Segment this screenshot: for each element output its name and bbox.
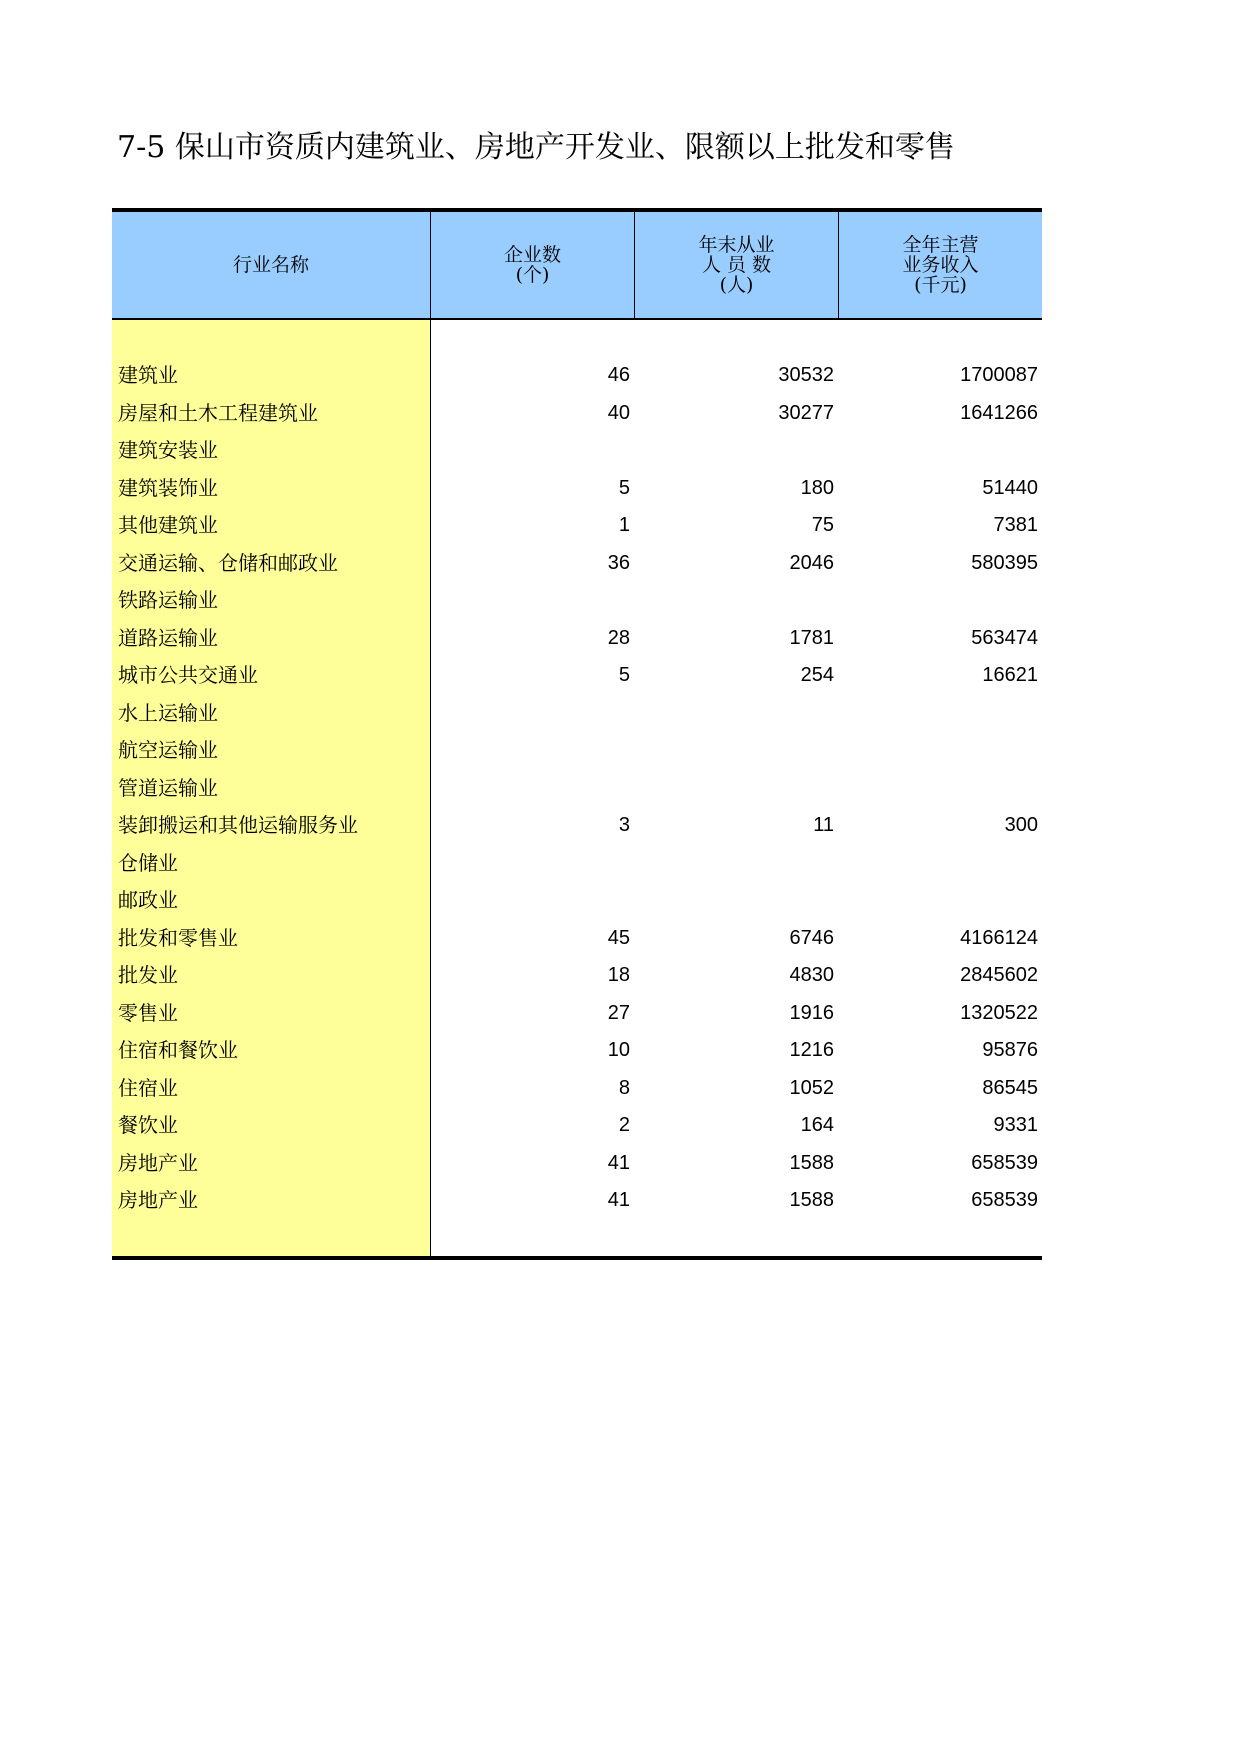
enterprise-count-cell: 36 xyxy=(607,551,630,574)
industry-name-cell: 仓储业 xyxy=(118,850,178,875)
industry-name-cell: 管道运输业 xyxy=(118,775,218,800)
column-divider xyxy=(838,212,839,318)
revenue-cell: 51440 xyxy=(982,476,1038,499)
table-row xyxy=(112,1070,1042,1108)
revenue-cell: 95876 xyxy=(982,1039,1038,1061)
employees-cell: 30532 xyxy=(778,364,834,386)
revenue-cell: 2845602 xyxy=(960,964,1038,986)
enterprise-count-cell: 3 xyxy=(618,814,630,836)
table-row xyxy=(112,657,1042,695)
revenue-cell: 580395 xyxy=(971,551,1038,574)
revenue-cell: 658539 xyxy=(971,1151,1038,1174)
enterprise-count-cell xyxy=(431,770,630,808)
header-industry-name: 行业名称 xyxy=(232,254,309,276)
revenue-cell: 9331 xyxy=(993,1114,1038,1136)
header-employees: 年末从业 人 员 数 (人) xyxy=(698,234,775,296)
revenue-cell: 300 xyxy=(1004,814,1038,836)
industry-name-cell: 零售业 xyxy=(118,1000,178,1025)
employees-cell xyxy=(635,732,834,770)
table-row xyxy=(112,920,1042,958)
revenue-cell: 16621 xyxy=(982,664,1038,686)
industry-name-cell: 交通运输、仓储和邮政业 xyxy=(118,550,338,575)
enterprise-count-cell: 41 xyxy=(607,1189,630,1211)
industry-name-cell: 建筑业 xyxy=(118,363,178,387)
table-row xyxy=(112,1182,1042,1220)
employees-cell: 4830 xyxy=(789,964,834,986)
enterprise-count-cell: 18 xyxy=(607,964,630,986)
enterprise-count-cell xyxy=(431,432,630,470)
employees-cell: 6746 xyxy=(789,926,834,949)
employees-cell: 75 xyxy=(811,514,834,536)
enterprise-count-cell: 45 xyxy=(607,926,630,949)
employees-cell: 30277 xyxy=(778,401,834,424)
revenue-cell xyxy=(839,882,1038,920)
industry-name-cell: 批发业 xyxy=(118,963,178,987)
table-row xyxy=(112,470,1042,508)
table-row xyxy=(112,807,1042,845)
revenue-cell: 7381 xyxy=(993,514,1038,536)
industry-name-cell: 建筑装饰业 xyxy=(118,475,218,500)
enterprise-count-cell xyxy=(431,732,630,770)
page-title: 7-5 保山市资质内建筑业、房地产开发业、限额以上批发和零售 xyxy=(117,130,955,165)
employees-cell: 1781 xyxy=(789,626,834,649)
enterprise-count-cell: 46 xyxy=(607,364,630,386)
industry-name-cell: 餐饮业 xyxy=(118,1113,178,1137)
table-row xyxy=(112,432,1042,470)
enterprise-count-cell: 28 xyxy=(607,626,630,649)
table-row xyxy=(112,732,1042,770)
table-row xyxy=(112,1032,1042,1070)
revenue-cell xyxy=(839,845,1038,883)
industry-name-cell: 城市公共交通业 xyxy=(118,663,258,687)
statistics-table xyxy=(112,208,1042,1260)
employees-cell: 164 xyxy=(800,1114,834,1136)
employees-cell: 1916 xyxy=(789,1001,834,1024)
table-row xyxy=(112,1145,1042,1183)
employees-cell: 11 xyxy=(813,814,834,836)
table-row xyxy=(112,995,1042,1033)
enterprise-count-cell: 5 xyxy=(618,664,630,686)
column-divider xyxy=(634,212,635,318)
industry-name-cell: 房屋和土木工程建筑业 xyxy=(118,400,318,425)
table-bottom-rule xyxy=(112,1256,1042,1260)
enterprise-count-cell: 40 xyxy=(607,401,630,424)
employees-cell xyxy=(635,582,834,620)
revenue-cell: 1320522 xyxy=(960,1001,1038,1024)
employees-cell xyxy=(635,845,834,883)
employees-cell: 1588 xyxy=(789,1189,834,1211)
revenue-cell: 4166124 xyxy=(960,926,1038,949)
employees-cell: 180 xyxy=(800,476,834,499)
industry-name-cell: 铁路运输业 xyxy=(118,588,218,612)
industry-name-cell: 住宿和餐饮业 xyxy=(118,1038,238,1062)
revenue-cell xyxy=(839,770,1038,808)
employees-cell: 2046 xyxy=(789,551,834,574)
employees-cell xyxy=(635,432,834,470)
enterprise-count-cell: 5 xyxy=(618,476,630,499)
table-row xyxy=(112,395,1042,433)
revenue-cell: 86545 xyxy=(982,1076,1038,1099)
revenue-cell: 658539 xyxy=(971,1189,1038,1211)
employees-cell xyxy=(635,695,834,733)
table-row xyxy=(112,882,1042,920)
employees-cell xyxy=(635,770,834,808)
industry-name-cell: 房地产业 xyxy=(118,1188,198,1212)
table-row xyxy=(112,620,1042,658)
table-row xyxy=(112,957,1042,995)
enterprise-count-cell: 8 xyxy=(618,1076,630,1099)
revenue-cell xyxy=(839,432,1038,470)
industry-name-cell: 住宿业 xyxy=(118,1075,178,1100)
industry-name-cell: 水上运输业 xyxy=(118,700,218,725)
employees-cell xyxy=(635,882,834,920)
enterprise-count-cell: 41 xyxy=(607,1151,630,1174)
enterprise-count-cell xyxy=(431,845,630,883)
table-row xyxy=(112,1107,1042,1145)
table-header xyxy=(112,212,1042,320)
revenue-cell: 563474 xyxy=(971,626,1038,649)
enterprise-count-cell: 27 xyxy=(607,1001,630,1024)
table-row xyxy=(112,357,1042,395)
header-revenue: 全年主营 业务收入 (千元) xyxy=(902,234,979,296)
revenue-cell: 1700087 xyxy=(960,364,1038,386)
enterprise-count-cell: 10 xyxy=(607,1039,630,1061)
table-row xyxy=(112,582,1042,620)
employees-cell: 1588 xyxy=(789,1151,834,1174)
employees-cell: 1216 xyxy=(789,1039,834,1061)
table-body xyxy=(112,357,1042,1220)
employees-cell: 254 xyxy=(800,664,834,686)
table-row xyxy=(112,770,1042,808)
table-row xyxy=(112,695,1042,733)
revenue-cell xyxy=(839,582,1038,620)
revenue-cell: 1641266 xyxy=(960,401,1038,424)
industry-name-cell: 邮政业 xyxy=(118,888,178,912)
table-row xyxy=(112,507,1042,545)
industry-name-cell: 道路运输业 xyxy=(118,625,218,650)
employees-cell: 1052 xyxy=(789,1076,834,1099)
enterprise-count-cell xyxy=(431,882,630,920)
industry-name-cell: 建筑安装业 xyxy=(118,438,218,462)
industry-name-cell: 房地产业 xyxy=(118,1150,198,1175)
revenue-cell xyxy=(839,695,1038,733)
industry-name-cell: 其他建筑业 xyxy=(118,513,218,537)
table-row xyxy=(112,845,1042,883)
industry-name-cell: 航空运输业 xyxy=(118,738,218,762)
table-row xyxy=(112,545,1042,583)
enterprise-count-cell: 1 xyxy=(618,514,630,536)
header-enterprise-count: 企业数 (个) xyxy=(503,244,561,286)
enterprise-count-cell xyxy=(431,582,630,620)
industry-name-cell: 装卸搬运和其他运输服务业 xyxy=(118,813,358,837)
enterprise-count-cell xyxy=(431,695,630,733)
industry-name-cell: 批发和零售业 xyxy=(118,925,238,950)
revenue-cell xyxy=(839,732,1038,770)
enterprise-count-cell: 2 xyxy=(618,1114,630,1136)
